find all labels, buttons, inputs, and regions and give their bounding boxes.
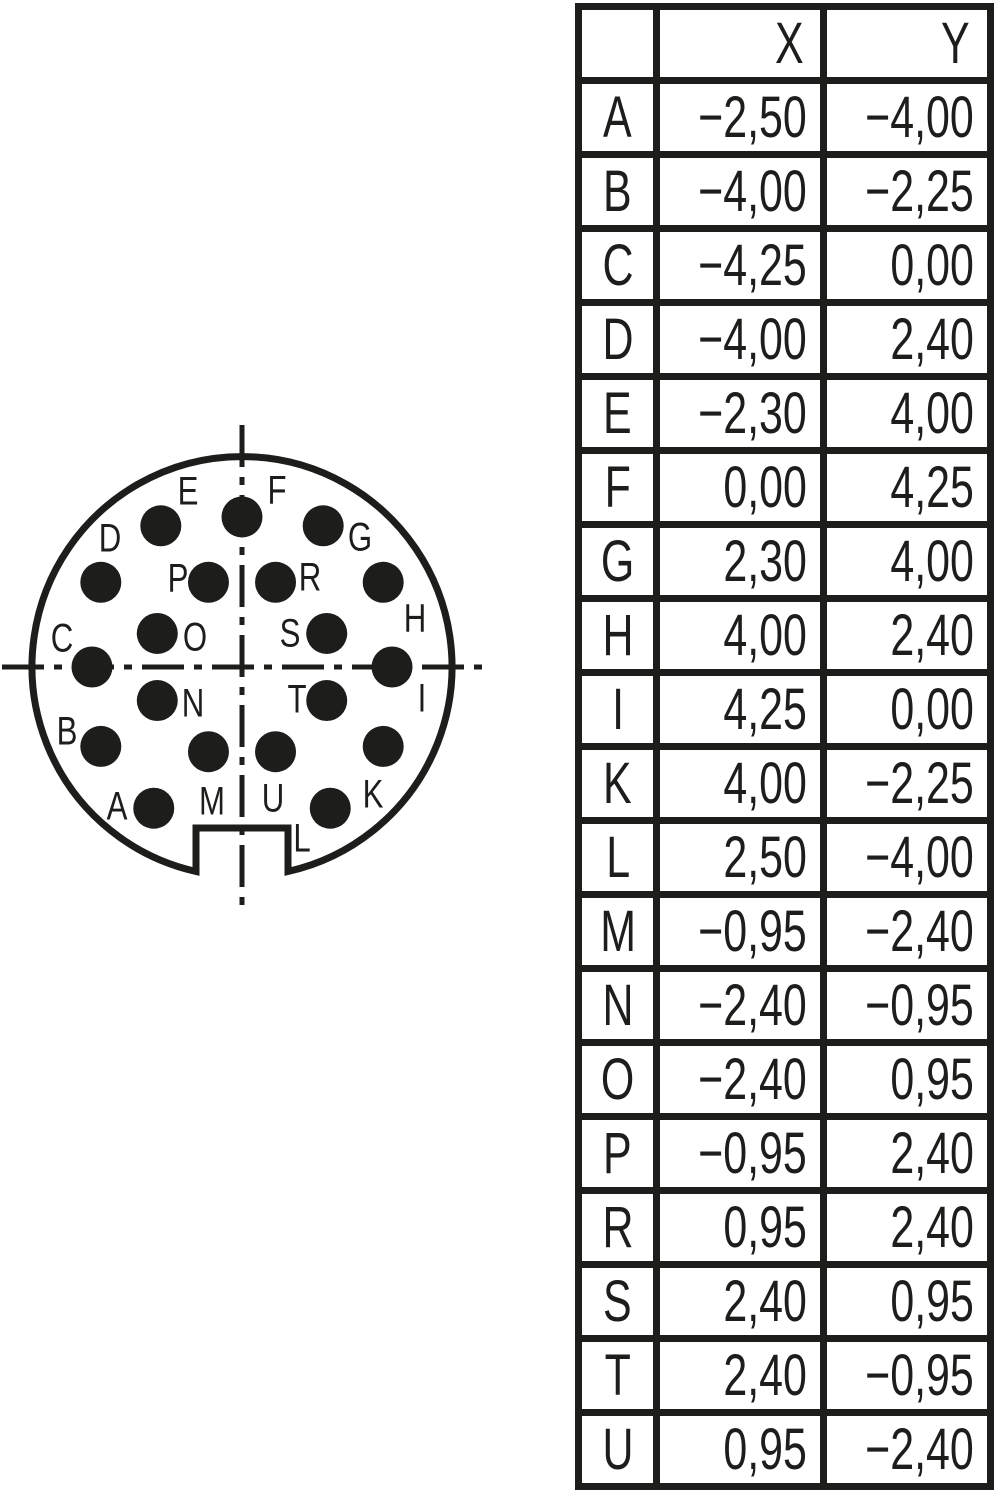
- pin-x-cell: −0,95: [657, 895, 824, 969]
- pin-x-cell: −2,40: [657, 1043, 824, 1117]
- pin-id-cell: C: [579, 229, 657, 303]
- table-row: [579, 377, 991, 451]
- pin-y-cell: 2,40: [824, 303, 991, 377]
- pin-y-cell: 2,40: [824, 1191, 991, 1265]
- pin-label-C: C: [50, 615, 74, 661]
- pin-label-N: N: [181, 680, 205, 726]
- pin-id-cell: S: [579, 1265, 657, 1339]
- table-row: [579, 81, 991, 155]
- pin-contact-D: [80, 562, 121, 603]
- pin-x-cell: 2,40: [657, 1265, 824, 1339]
- x-column-header: X: [657, 7, 824, 81]
- pin-y-cell: −4,00: [824, 821, 991, 895]
- pin-label-F: F: [267, 467, 287, 513]
- pin-contact-I: [372, 647, 413, 688]
- table-row: [579, 229, 991, 303]
- table-row: [579, 1265, 991, 1339]
- pin-label-P: P: [167, 555, 189, 601]
- pin-contact-B: [80, 726, 121, 767]
- pin-contact-L: [310, 788, 351, 829]
- pin-x-cell: 2,30: [657, 525, 824, 599]
- pin-x-cell: 0,95: [657, 1191, 824, 1265]
- pin-x-cell: −2,40: [657, 969, 824, 1043]
- pin-label-B: B: [56, 708, 78, 754]
- pin-contact-R: [255, 562, 296, 603]
- table-row: [579, 1043, 991, 1117]
- pin-label-E: E: [177, 468, 199, 514]
- pin-x-cell: −2,30: [657, 377, 824, 451]
- pin-contact-U: [255, 731, 296, 772]
- pin-x-cell: 4,00: [657, 747, 824, 821]
- pin-y-cell: 2,40: [824, 1117, 991, 1191]
- pin-contact-H: [363, 562, 404, 603]
- pin-y-cell: 4,00: [824, 377, 991, 451]
- pin-contact-T: [306, 680, 347, 721]
- pin-contact-N: [137, 680, 178, 721]
- pin-id-cell: I: [579, 673, 657, 747]
- pin-label-K: K: [362, 771, 384, 817]
- pin-y-cell: −0,95: [824, 1339, 991, 1413]
- table-row: [579, 1413, 991, 1487]
- pin-label-T: T: [287, 676, 307, 722]
- pin-id-cell: P: [579, 1117, 657, 1191]
- pin-x-cell: 0,95: [657, 1413, 824, 1487]
- pin-x-cell: 4,00: [657, 599, 824, 673]
- pin-label-O: O: [182, 614, 208, 660]
- pin-y-cell: 4,25: [824, 451, 991, 525]
- pin-x-cell: −4,00: [657, 303, 824, 377]
- pin-contact-P: [188, 562, 229, 603]
- table-row: [579, 747, 991, 821]
- pin-x-cell: −4,25: [657, 229, 824, 303]
- table-row: [579, 1191, 991, 1265]
- pin-id-cell: A: [579, 81, 657, 155]
- pin-coordinate-table: [575, 3, 994, 1490]
- pin-label-G: G: [347, 514, 373, 560]
- pin-contact-A: [133, 788, 174, 829]
- pin-x-cell: −2,50: [657, 81, 824, 155]
- pin-y-cell: 0,95: [824, 1043, 991, 1117]
- pin-y-cell: −2,40: [824, 1413, 991, 1487]
- pin-x-cell: 2,40: [657, 1339, 824, 1413]
- table-row: [579, 451, 991, 525]
- pin-id-cell: T: [579, 1339, 657, 1413]
- pin-contact-O: [137, 613, 178, 654]
- pin-y-cell: 4,00: [824, 525, 991, 599]
- pin-label-S: S: [279, 610, 301, 656]
- pin-label-M: M: [199, 778, 225, 824]
- table-header-row: [579, 7, 991, 81]
- pin-contact-M: [188, 731, 229, 772]
- table-row: [579, 303, 991, 377]
- pin-y-cell: −0,95: [824, 969, 991, 1043]
- pin-y-cell: −2,25: [824, 155, 991, 229]
- pin-id-cell: D: [579, 303, 657, 377]
- pin-x-cell: 4,25: [657, 673, 824, 747]
- pin-id-cell: F: [579, 451, 657, 525]
- pin-y-cell: −2,40: [824, 895, 991, 969]
- pin-label-D: D: [98, 515, 122, 561]
- pin-id-cell: N: [579, 969, 657, 1043]
- pin-id-cell: G: [579, 525, 657, 599]
- pin-y-cell: −2,25: [824, 747, 991, 821]
- pin-y-cell: 0,95: [824, 1265, 991, 1339]
- pin-label-A: A: [106, 783, 128, 829]
- pin-id-cell: E: [579, 377, 657, 451]
- pin-id-cell: B: [579, 155, 657, 229]
- pin-label-R: R: [298, 554, 322, 600]
- pin-id-cell: H: [579, 599, 657, 673]
- table-row: [579, 821, 991, 895]
- pin-y-cell: 0,00: [824, 673, 991, 747]
- pin-column-header: [579, 7, 657, 81]
- pin-id-cell: K: [579, 747, 657, 821]
- table-row: [579, 525, 991, 599]
- table-row: [579, 1117, 991, 1191]
- table-row: [579, 599, 991, 673]
- table-row: [579, 1339, 991, 1413]
- pin-contact-K: [363, 726, 404, 767]
- pin-x-cell: −4,00: [657, 155, 824, 229]
- pin-label-L: L: [293, 815, 311, 861]
- pin-label-U: U: [261, 775, 285, 821]
- table-row: [579, 155, 991, 229]
- pin-y-cell: 2,40: [824, 599, 991, 673]
- pin-id-cell: R: [579, 1191, 657, 1265]
- pin-id-cell: M: [579, 895, 657, 969]
- pin-label-H: H: [403, 595, 427, 641]
- pin-id-cell: L: [579, 821, 657, 895]
- pin-y-cell: 0,00: [824, 229, 991, 303]
- y-column-header: Y: [824, 7, 991, 81]
- pin-id-cell: U: [579, 1413, 657, 1487]
- pin-y-cell: −4,00: [824, 81, 991, 155]
- pin-contact-E: [140, 505, 181, 546]
- pin-x-cell: −0,95: [657, 1117, 824, 1191]
- table-row: [579, 895, 991, 969]
- table-row: [579, 673, 991, 747]
- pin-contact-G: [303, 505, 344, 546]
- pin-label-I: I: [417, 675, 427, 721]
- pin-x-cell: 2,50: [657, 821, 824, 895]
- table-row: [579, 969, 991, 1043]
- pin-contact-F: [222, 496, 263, 537]
- pin-id-cell: O: [579, 1043, 657, 1117]
- pin-contact-S: [306, 613, 347, 654]
- pin-contact-C: [71, 647, 112, 688]
- pin-x-cell: 0,00: [657, 451, 824, 525]
